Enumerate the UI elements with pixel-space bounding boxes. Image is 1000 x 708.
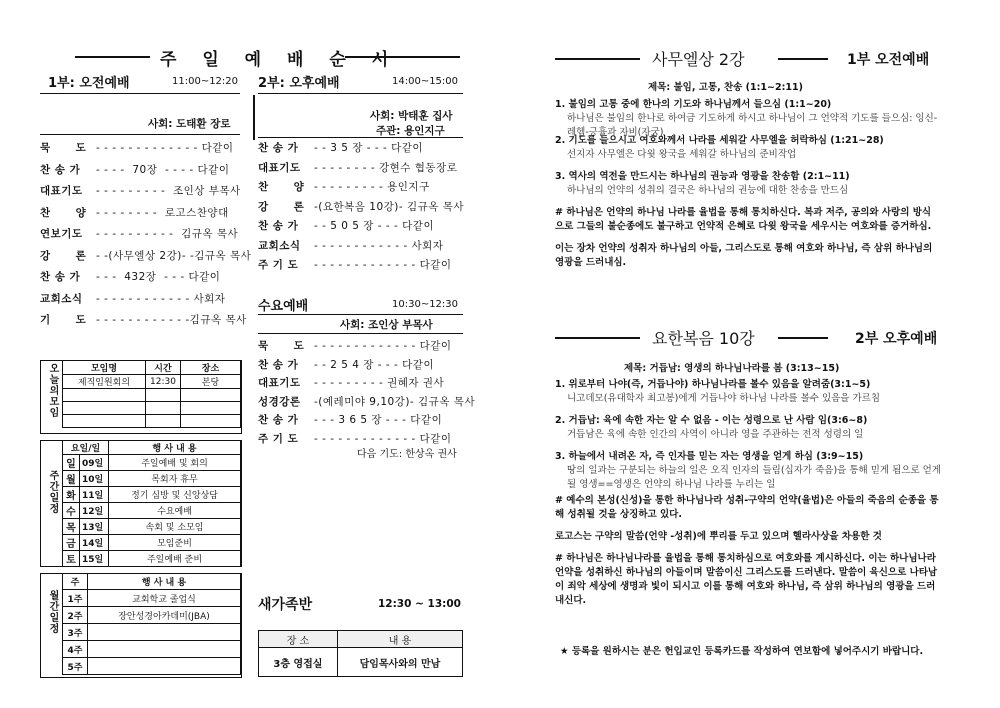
service2-label: 2부: 오후예배 <box>258 76 340 91</box>
monthly-row <box>63 641 241 658</box>
weekly-event: 목회자 휴무 <box>109 471 241 487</box>
newfamily-label: 새가족반 <box>258 597 313 613</box>
monthly-event <box>88 641 241 658</box>
service2-host: 주관: 용인지구 <box>376 125 445 137</box>
today-empty-cell <box>181 402 241 415</box>
sermon-point-head: 1. 위로부터 나야(즉, 거듭나야) 하나님나라를 볼수 있음을 알려줌(3:1~5) <box>555 379 871 390</box>
sermon-point-head: 2. 기도를 들으시고 여호와께서 나라를 세워갈 사무엘을 허락하심 (1:21~28) <box>555 135 884 146</box>
service2-time: 14:00~15:00 <box>392 76 459 87</box>
weekly-row <box>63 551 241 567</box>
sermon-point <box>555 134 945 162</box>
monthly-week: 2주 <box>63 607 88 624</box>
order-item-label: 찬 송 가 <box>258 414 299 426</box>
order-item-label: 기 도 <box>40 314 87 326</box>
monthly-event <box>88 658 241 675</box>
newfamily-table <box>258 630 463 677</box>
wednesday-label: 수요예배 <box>258 299 309 314</box>
service1-underline2 <box>40 134 240 135</box>
order-item-value: - - - - - - - - - - - - - 다같이 <box>96 142 234 154</box>
registration-notice: ★ 등록을 원하시는 분은 헌입교인 등록카드를 작성하여 연보함에 넣어주시기 바랍니다. <box>560 646 924 657</box>
order-row <box>258 179 430 194</box>
sermon-point <box>555 378 945 406</box>
order-item-value: - - - - - - - - 로고스찬양대 <box>96 206 229 219</box>
monthly-table <box>62 573 241 675</box>
today-table <box>62 360 241 428</box>
newfamily-content: 담임목사와의 만남 <box>337 648 462 677</box>
order-item-label: 성경강론 <box>258 395 301 408</box>
sermon-point-body: 하나님의 언약의 성취의 결국은 하나님의 권능에 대한 찬송을 만드심 <box>567 185 849 196</box>
order-row <box>258 160 457 175</box>
order-item-label: 찬 송 가 <box>258 358 299 371</box>
order-item-label: 찬 송 가 <box>40 163 81 176</box>
weekly-day: 수 <box>63 503 80 519</box>
order-item-value: -(예레미야 9,10강)- 김규옥 목사 <box>314 395 476 408</box>
order-item-value: -(요한복음 10강)- 김규옥 목사 <box>314 200 465 213</box>
sermon-note: # 하나님은 언약의 하나님 나라를 율법을 통해 통치하신다. 복과 저주, 공의와 사랑의 방식으로 그들의 불순종에도 불구하고 언약적 은혜로 다윗 왕국을 세우시는 여호와를 증거하심. <box>555 207 932 232</box>
sermon-note: 로고스는 구약의 말씀(언약 -성취)에 뿌리를 두고 있으며 헬라사상을 차용한 것 <box>555 531 882 542</box>
today-row-time: 12:30 <box>146 375 181 389</box>
today-empty-cell <box>63 415 146 428</box>
weekly-day: 일 <box>63 455 80 471</box>
sermon-note: # 하나님은 하나님나라를 율법을 통해 통치하심으로 여호와를 계시하신다. 이는 하나님나라 언약을 성취하신 하나님의 아들이며 말씀이신 그리스도를 드러낸다. 말씀이 육신으로 나타남이 죄악 세상에 생명과 빛이 되시고 이를 통해 여호와 하나님, 즉 삼위 하나님의 영광을 드러내신다. <box>555 553 938 606</box>
weekly-event: 속회 및 소모임 <box>109 519 241 535</box>
today-header-name: 모임명 <box>63 361 146 375</box>
today-row-name: 제직임원회의 <box>63 375 146 389</box>
monthly-week: 5주 <box>63 658 88 675</box>
weekly-header-day: 요일/일 <box>63 441 109 455</box>
wednesday-underline2 <box>258 333 463 334</box>
order-item-label: 교회소식 <box>40 292 83 305</box>
sermon-point-body: 하나님은 불임의 한나로 하여금 기도하게 하시고 하나님이 그 언약적 기도를 들으심: 잉신-레헴-긍휼과 자비(자궁) <box>567 113 938 138</box>
order-row <box>40 291 225 306</box>
order-item-label: 강 론 <box>258 200 305 213</box>
sermon-point-body: 땅의 일과는 구분되는 하늘의 일은 오직 인자의 들림(십자가 죽음)을 통해 믿게 됨으로 얻게 될 영생==영생은 언약의 하나님 나라를 누리는 일 <box>567 465 942 490</box>
order-row <box>258 140 423 155</box>
order-item-label: 찬 송 가 <box>40 271 81 283</box>
order-item-value: - - - - - - - - - - - - - 다같이 <box>314 259 452 271</box>
today-empty-cell <box>146 415 181 428</box>
service2-underline <box>258 93 463 94</box>
monthly-header-week: 주 <box>63 574 88 590</box>
order-item-label: 대표기도 <box>258 377 301 389</box>
weekly-day: 토 <box>63 551 80 567</box>
order-item-label: 강 론 <box>40 249 87 262</box>
order-item-value: - - - 3 6 5 장 - - - 다같이 <box>314 414 443 426</box>
monthly-row <box>63 607 241 624</box>
order-item-value: - - - - - - - - - - 김규옥 목사 <box>96 228 239 240</box>
sermon-point-body: 거듭남은 육에 속한 인간의 사역이 아니라 영을 주관하는 전적 성령의 일 <box>567 429 864 440</box>
newfamily-time: 12:30 ~ 13:00 <box>378 598 461 610</box>
service1-label: 1부: 오전예배 <box>48 76 130 91</box>
order-row <box>258 394 475 409</box>
sermon-point-head: 1. 불임의 고통 중에 한나의 기도와 하나님께서 들으심 (1:1~20) <box>555 99 832 110</box>
order-item-value: - - - - - - - - - - - - 사회자 <box>96 292 226 305</box>
sermon-point <box>555 170 945 198</box>
order-row <box>258 357 434 372</box>
newfamily-place: 3층 영접실 <box>259 648 338 677</box>
wednesday-time: 10:30~12:30 <box>392 299 459 310</box>
right-title1-line-right <box>778 58 828 60</box>
order-row <box>40 248 251 263</box>
today-empty-cell <box>63 389 146 402</box>
today-empty-cell <box>181 389 241 402</box>
weekly-header-content: 행 사 내 용 <box>109 441 241 455</box>
newfamily-header-content: 내 용 <box>337 631 462 648</box>
weekly-date: 15일 <box>80 551 109 567</box>
weekly-row <box>63 519 241 535</box>
order-row <box>40 140 234 155</box>
order-item-label: 묵 도 <box>40 142 87 154</box>
sermon-point <box>555 450 945 492</box>
order-item-label: 찬 양 <box>258 181 305 193</box>
weekly-day: 목 <box>63 519 80 535</box>
right-section1-title: 사무엘상 2강 <box>652 50 745 69</box>
order-row <box>258 218 434 233</box>
order-row <box>258 238 443 253</box>
order-item-label: 찬 송 가 <box>258 220 299 232</box>
weekly-row <box>63 487 241 503</box>
service2-presider: 사회: 박태훈 집사 <box>370 110 453 122</box>
weekly-date: 12일 <box>80 503 109 519</box>
today-header-place: 장소 <box>181 361 241 375</box>
order-item-value: - - 3 5 장 - - - 다같이 <box>314 142 424 154</box>
weekly-side-label: 주간일정 <box>47 470 58 514</box>
order-item-value: - - - - - - - - - - - - - 다같이 <box>314 340 452 352</box>
section1-theme: 제목: 불임, 고통, 찬송 (1:1~2:11) <box>648 82 803 93</box>
weekly-row <box>63 471 241 487</box>
order-row <box>40 183 241 198</box>
order-item-label: 주 기 도 <box>258 259 299 271</box>
weekly-event: 정기 심방 및 신앙상담 <box>109 487 241 503</box>
service1-presider: 사회: 도태환 장로 <box>148 118 231 130</box>
order-item-value: - - - - - - - - - - - - - 다같이 <box>314 432 452 445</box>
order-item-label: 대표기도 <box>40 185 83 197</box>
sermon-point-body: 선지자 사무엘은 다윗 왕국을 세워갈 하나님의 준비작업 <box>567 149 797 160</box>
wednesday-next-prayer: 다음 기도: 한상옥 권사 <box>357 449 457 460</box>
weekly-table <box>62 440 241 567</box>
order-row <box>40 312 247 327</box>
order-item-label: 주 기 도 <box>258 432 299 445</box>
weekly-day: 월 <box>63 471 80 487</box>
order-item-label: 찬 양 <box>40 206 87 219</box>
monthly-week: 4주 <box>63 641 88 658</box>
weekly-day: 화 <box>63 487 80 503</box>
weekly-event: 주일예배 및 회의 <box>109 455 241 471</box>
weekly-date: 10일 <box>80 471 109 487</box>
right-section2-title: 요한복음 10강 <box>652 329 755 348</box>
left-title-line-right <box>345 56 460 58</box>
order-item-value: - -(사무엘상 2강)- -김규옥 목사 <box>96 249 252 262</box>
sermon-point-head: 2. 거듭남: 육에 속한 자는 알 수 없음 - 이는 성령으로 난 사람 임(3:6~8) <box>555 415 868 426</box>
left-page-title: 주 일 예 배 순 서 <box>160 50 399 70</box>
service2-underline2 <box>258 137 463 138</box>
today-side-label: 오늘의모임 <box>47 363 58 418</box>
monthly-week: 1주 <box>63 590 88 607</box>
right-title1-line-left <box>555 58 640 60</box>
order-row <box>258 338 452 353</box>
order-row <box>40 226 238 241</box>
order-item-value: - - 2 5 4 장 - - - 다같이 <box>314 358 435 371</box>
order-row <box>258 257 452 272</box>
wednesday-underline <box>258 314 463 315</box>
weekly-date: 09일 <box>80 455 109 471</box>
weekly-date: 14일 <box>80 535 109 551</box>
weekly-day: 금 <box>63 535 80 551</box>
order-item-value: - - - - - - - - - - - -김규옥 목사 <box>96 314 247 326</box>
today-empty-cell <box>146 389 181 402</box>
section2-theme: 제목: 거듭남: 영생의 하나님나라를 봄 (3:13~15) <box>624 363 840 374</box>
monthly-row <box>63 590 241 607</box>
order-item-value: - - - - - - - - - 권혜자 권사 <box>314 377 445 389</box>
order-row <box>40 269 220 284</box>
order-item-value: - - - - - - - - - - - - 사회자 <box>314 239 444 252</box>
order-item-value: - - 5 0 5 장 - - - 다같이 <box>314 220 435 232</box>
today-empty-cell <box>146 402 181 415</box>
today-empty-cell <box>181 415 241 428</box>
weekly-event: 주일예배 준비 <box>109 551 241 567</box>
sermon-point-head: 3. 역사의 역전을 만드시는 하나님의 권능과 영광을 찬송함 (2:1~11) <box>555 171 850 182</box>
sermon-note: # 예수의 본성(신성)을 통한 하나님나라 성취-구약의 언약(율법)은 아들의 죽음의 순종을 통해 성취될 것을 상징하고 있다. <box>555 495 939 520</box>
monthly-week: 3주 <box>63 624 88 641</box>
order-item-value: - - - - - - - - - 용인지구 <box>314 181 430 193</box>
order-item-label: 찬 송 가 <box>258 142 299 154</box>
monthly-event <box>88 624 241 641</box>
right-section2-service: 2부 오후예배 <box>855 331 938 347</box>
right-title2-line-left <box>555 337 640 339</box>
monthly-event: 교회학교 졸업식 <box>88 590 241 607</box>
order-item-value: - - - - - - - - - 조인상 부목사 <box>96 185 241 197</box>
order-item-label: 대표기도 <box>258 161 301 174</box>
today-row-place: 본당 <box>181 375 241 389</box>
order-row <box>258 375 444 390</box>
newfamily-header-place: 장 소 <box>259 631 338 648</box>
monthly-header-content: 행 사 내 용 <box>88 574 241 590</box>
monthly-side-label: 월간일정 <box>47 590 58 634</box>
order-item-label: 교회소식 <box>258 239 301 252</box>
weekly-date: 11일 <box>80 487 109 503</box>
monthly-row <box>63 624 241 641</box>
weekly-row <box>63 503 241 519</box>
today-header-time: 시간 <box>146 361 181 375</box>
sermon-note: 이는 장차 언약의 성취자 하나님의 아들, 그리스도로 통해 여호와 하나님, 즉 삼위 하나님의 영광을 드러내심. <box>555 243 933 268</box>
order-item-label: 연보기도 <box>40 228 83 240</box>
today-empty-cell <box>63 402 146 415</box>
order-item-label: 묵 도 <box>258 340 305 352</box>
right-title2-line-right <box>778 337 828 339</box>
weekly-event: 모임준비 <box>109 535 241 551</box>
left-title-line-left <box>75 56 150 58</box>
order-row <box>258 412 442 427</box>
weekly-date: 13일 <box>80 519 109 535</box>
monthly-event: 장안성경아카데미(JBA) <box>88 607 241 624</box>
weekly-event: 수요예배 <box>109 503 241 519</box>
wednesday-presider: 사회: 조인상 부목사 <box>340 319 433 331</box>
service1-time: 11:00~12:20 <box>172 76 239 87</box>
weekly-row <box>63 535 241 551</box>
service1-underline <box>40 93 240 94</box>
order-row <box>40 162 229 177</box>
sermon-point-body: 니고데모(유대학자 최고봉)에게 거듭나야 하나님 나라를 볼수 있음을 가르침 <box>567 393 881 404</box>
order-item-value: - - - 432장 - - - 다같이 <box>96 271 221 283</box>
service-divider <box>253 95 255 140</box>
order-item-value: - - - - 70장 - - - - 다같이 <box>96 163 230 176</box>
order-row <box>258 199 464 214</box>
order-row <box>258 431 452 446</box>
weekly-row <box>63 455 241 471</box>
sermon-point <box>555 414 945 442</box>
monthly-row <box>63 658 241 675</box>
right-section1-service: 1부 오전예배 <box>847 52 930 68</box>
order-item-value: - - - - - - - - 강현수 협동장로 <box>314 161 458 174</box>
sermon-point-head: 3. 하늘에서 내려온 자, 즉 인자를 믿는 자는 영생을 얻게 하심 (3:9~15) <box>555 451 864 462</box>
order-row <box>40 205 229 220</box>
